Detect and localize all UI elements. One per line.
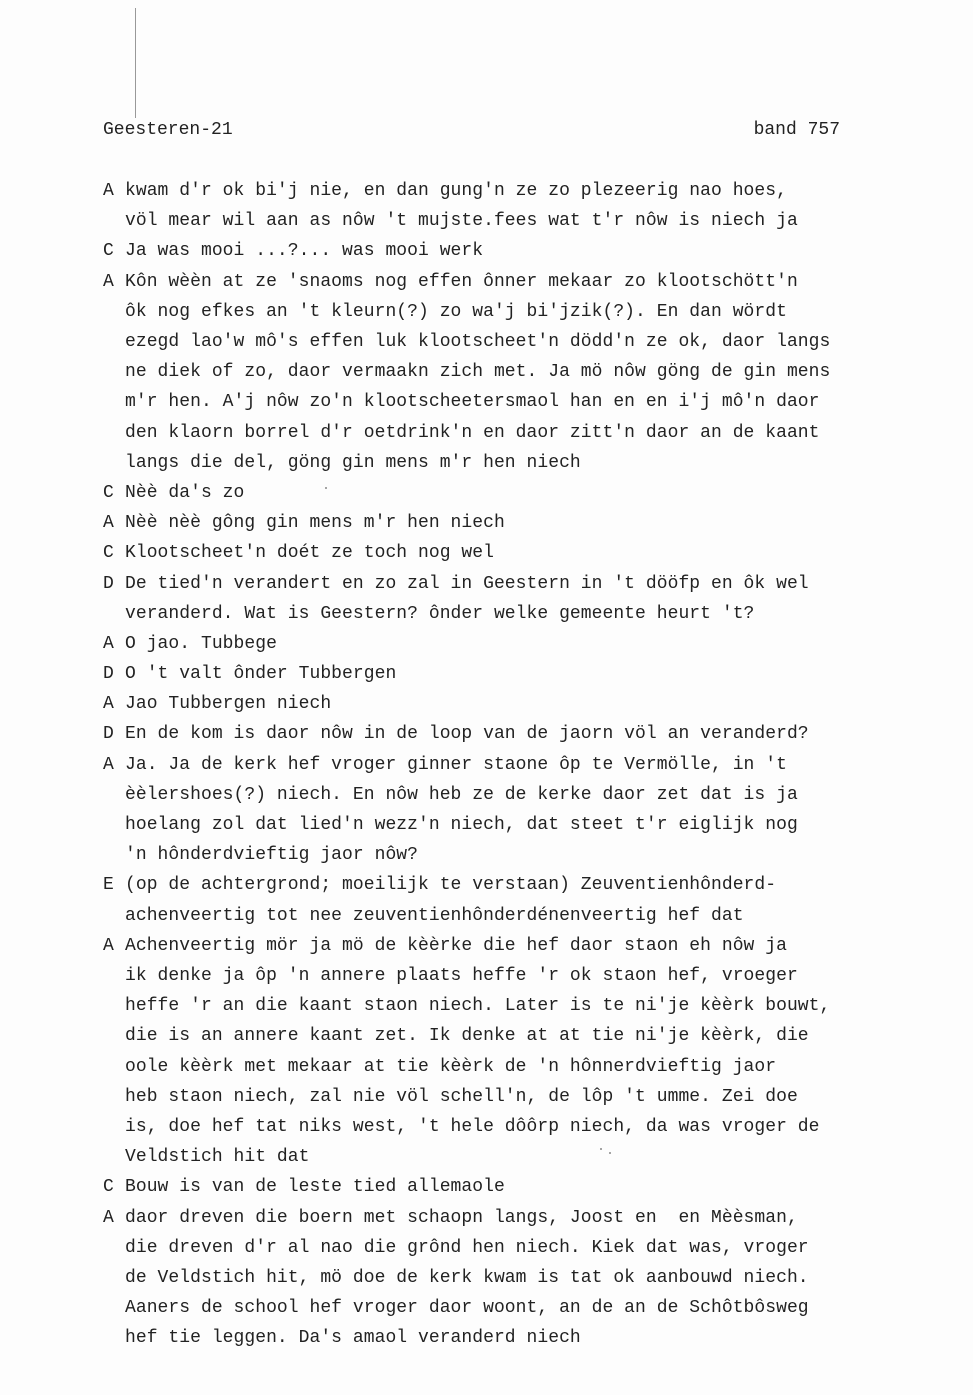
utterance [125, 689, 943, 719]
speaker-turn [103, 569, 943, 629]
speaker-label: C [103, 482, 114, 503]
transcript-line: hoelang zol dat lied'n wezz'n niech, dat steet t'r eiglijk nog [125, 815, 798, 836]
transcript-line: Ja. Ja de kerk hef vroger ginner staone ôp te Vermölle, in 't [125, 754, 787, 775]
utterance [125, 931, 943, 1173]
speaker-label: A [103, 181, 114, 201]
speaker-turn [103, 870, 943, 930]
transcript-line: ôk nog efkes an 't kleurn(?) zo wa'j bi'jzik(?). En dan wördt [125, 301, 787, 322]
transcript-line: En de kom is daor nôw in de loop van de jaorn völ an veranderd? [125, 724, 809, 745]
utterance [125, 629, 943, 659]
stray-mark [600, 1148, 602, 1150]
utterance [125, 870, 943, 930]
speaker-turn [103, 267, 943, 478]
utterance [125, 719, 943, 749]
speaker-label: A [103, 694, 114, 715]
speaker-turn [103, 508, 943, 538]
speaker-turn [103, 689, 943, 719]
transcript-line: Ja was mooi ...?... was mooi werk [125, 241, 484, 262]
speaker-turn [103, 750, 943, 871]
utterance [125, 569, 943, 629]
speaker-turn [103, 1172, 943, 1202]
speaker-label: A [103, 271, 114, 292]
transcript-line: ik denke ja ôp 'n annere plaats heffe 'r ok staon hef, vroeger [125, 966, 798, 986]
utterance [125, 267, 943, 478]
speaker-turn [103, 659, 943, 689]
speaker-turn [103, 176, 943, 236]
transcript-line: Aaners de school hef vroger daor woont, an de an de Schôtbôsweg [125, 1298, 809, 1319]
speaker-turn [103, 236, 943, 266]
speaker-turn [103, 538, 943, 568]
utterance [125, 538, 943, 568]
utterance [125, 508, 943, 538]
transcript-line: daor dreven die boern met schaopn langs, Joost en en Mèèsman, [125, 1207, 798, 1228]
transcript-line: (op de achtergrond; moeilijk te verstaan) Zeuventienhônderd- [125, 875, 777, 896]
utterance [125, 176, 943, 236]
transcript-line: O 't valt ônder Tubbergen [125, 664, 397, 685]
transcript-line: Nèè nèè gông gin mens m'r hen niech [125, 513, 505, 534]
transcript-line: O jao. Tubbege [125, 633, 277, 654]
utterance [125, 236, 943, 266]
speaker-label: A [103, 935, 114, 956]
transcript-line: kwam d'r ok bi'j nie, en dan gung'n ze zo plezeerig nao hoes, [125, 181, 787, 201]
transcript-line: Jao Tubbergen niech [125, 694, 332, 715]
utterance [125, 750, 943, 871]
transcript-line: oole kèèrk met mekaar at tie kèèrk de 'n hônnerdvieftig jaor [125, 1056, 777, 1077]
transcript-line: die is an annere kaant zet. Ik denke at at tie ni'je kèèrk, die [125, 1026, 809, 1047]
transcript-line: is, doe hef tat niks west, 't hele dôôrp niech, da was vroger de [125, 1116, 820, 1137]
transcript-line: Achenveertig mör ja mö de kèèrke die hef daor staon eh nôw ja [125, 935, 787, 956]
speaker-label: E [103, 875, 114, 896]
stray-mark [609, 1152, 611, 1154]
transcript-line: ne diek of zo, daor vermaakn zich met. Ja mö nôw göng de gin mens [125, 362, 831, 383]
speaker-label: A [103, 1207, 114, 1228]
transcript-line: de Veldstich hit, mö doe de kerk kwam is tat ok aanbouwd niech. [125, 1267, 809, 1288]
transcript-line: heb staon niech, zal nie völ schell'n, de lôp 't umme. Zei doe [125, 1086, 798, 1107]
transcript-body [103, 176, 943, 1353]
transcript-line: Kôn wèèn at ze 'snaoms nog effen ônner mekaar zo klootschött'n [125, 271, 798, 292]
transcript-line: De tied'n verandert en zo zal in Geestern in 't dööfp en ôk wel [125, 573, 809, 594]
transcript-line: Klootscheet'n doét ze toch nog wel [125, 543, 494, 564]
transcript-line: die dreven d'r al nao die grônd hen niech. Kiek dat was, vroger [125, 1237, 809, 1258]
transcript-line: veranderd. Wat is Geestern? ônder welke gemeente heurt 't? [125, 603, 755, 624]
transcript-line: Veldstich hit dat [125, 1147, 310, 1168]
location-label: Geesteren-21 [103, 120, 233, 140]
transcript-line: hef tie leggen. Da's amaol veranderd niech [125, 1328, 581, 1349]
speaker-label: C [103, 543, 114, 564]
speaker-label: D [103, 724, 114, 745]
transcript-line: Bouw is van de leste tied allemaole [125, 1177, 505, 1198]
utterance [125, 659, 943, 689]
margin-line-top [135, 8, 136, 118]
transcript-line: 'n hônderdvieftig jaor nôw? [125, 845, 418, 866]
utterance [125, 1203, 943, 1354]
utterance [125, 1172, 943, 1202]
transcript-line: m'r hen. A'j nôw zo'n klootscheetersmaol han en en i'j mô'n daor [125, 392, 820, 413]
transcript-line: èèlershoes(?) niech. En nôw heb ze de kerke daor zet dat is ja [125, 784, 798, 805]
speaker-turn [103, 719, 943, 749]
speaker-label: C [103, 1177, 114, 1198]
transcript-line: heffe 'r an die kaant staon niech. Later is te ni'je kèèrk bouwt, [125, 996, 831, 1017]
transcript-line: achenveertig tot nee zeuventienhônderdénenveertig hef dat [125, 905, 744, 926]
speaker-turn [103, 629, 943, 659]
speaker-label: D [103, 573, 114, 594]
speaker-label: A [103, 513, 114, 534]
tape-label: band 757 [753, 120, 840, 140]
transcript-line: ezegd lao'w mô's effen luk klootscheet'n dödd'n ze ok, daor langs [125, 331, 831, 352]
speaker-label: D [103, 664, 114, 685]
stray-mark [325, 487, 327, 489]
utterance [125, 478, 943, 508]
speaker-turn [103, 931, 943, 1173]
transcript-line: langs die del, göng gin mens m'r hen niech [125, 452, 581, 473]
transcript-line: völ mear wil aan as nôw 't mujste.fees wat t'r nôw is niech ja [125, 211, 798, 232]
speaker-turn [103, 478, 943, 508]
speaker-label: A [103, 754, 114, 775]
speaker-label: A [103, 633, 114, 654]
transcript-line: den klaorn borrel d'r oetdrink'n en daor zitt'n daor an de kaant [125, 422, 820, 443]
speaker-turn [103, 1203, 943, 1354]
transcript-line: Nèè da's zo [125, 482, 245, 503]
speaker-label: C [103, 241, 114, 262]
